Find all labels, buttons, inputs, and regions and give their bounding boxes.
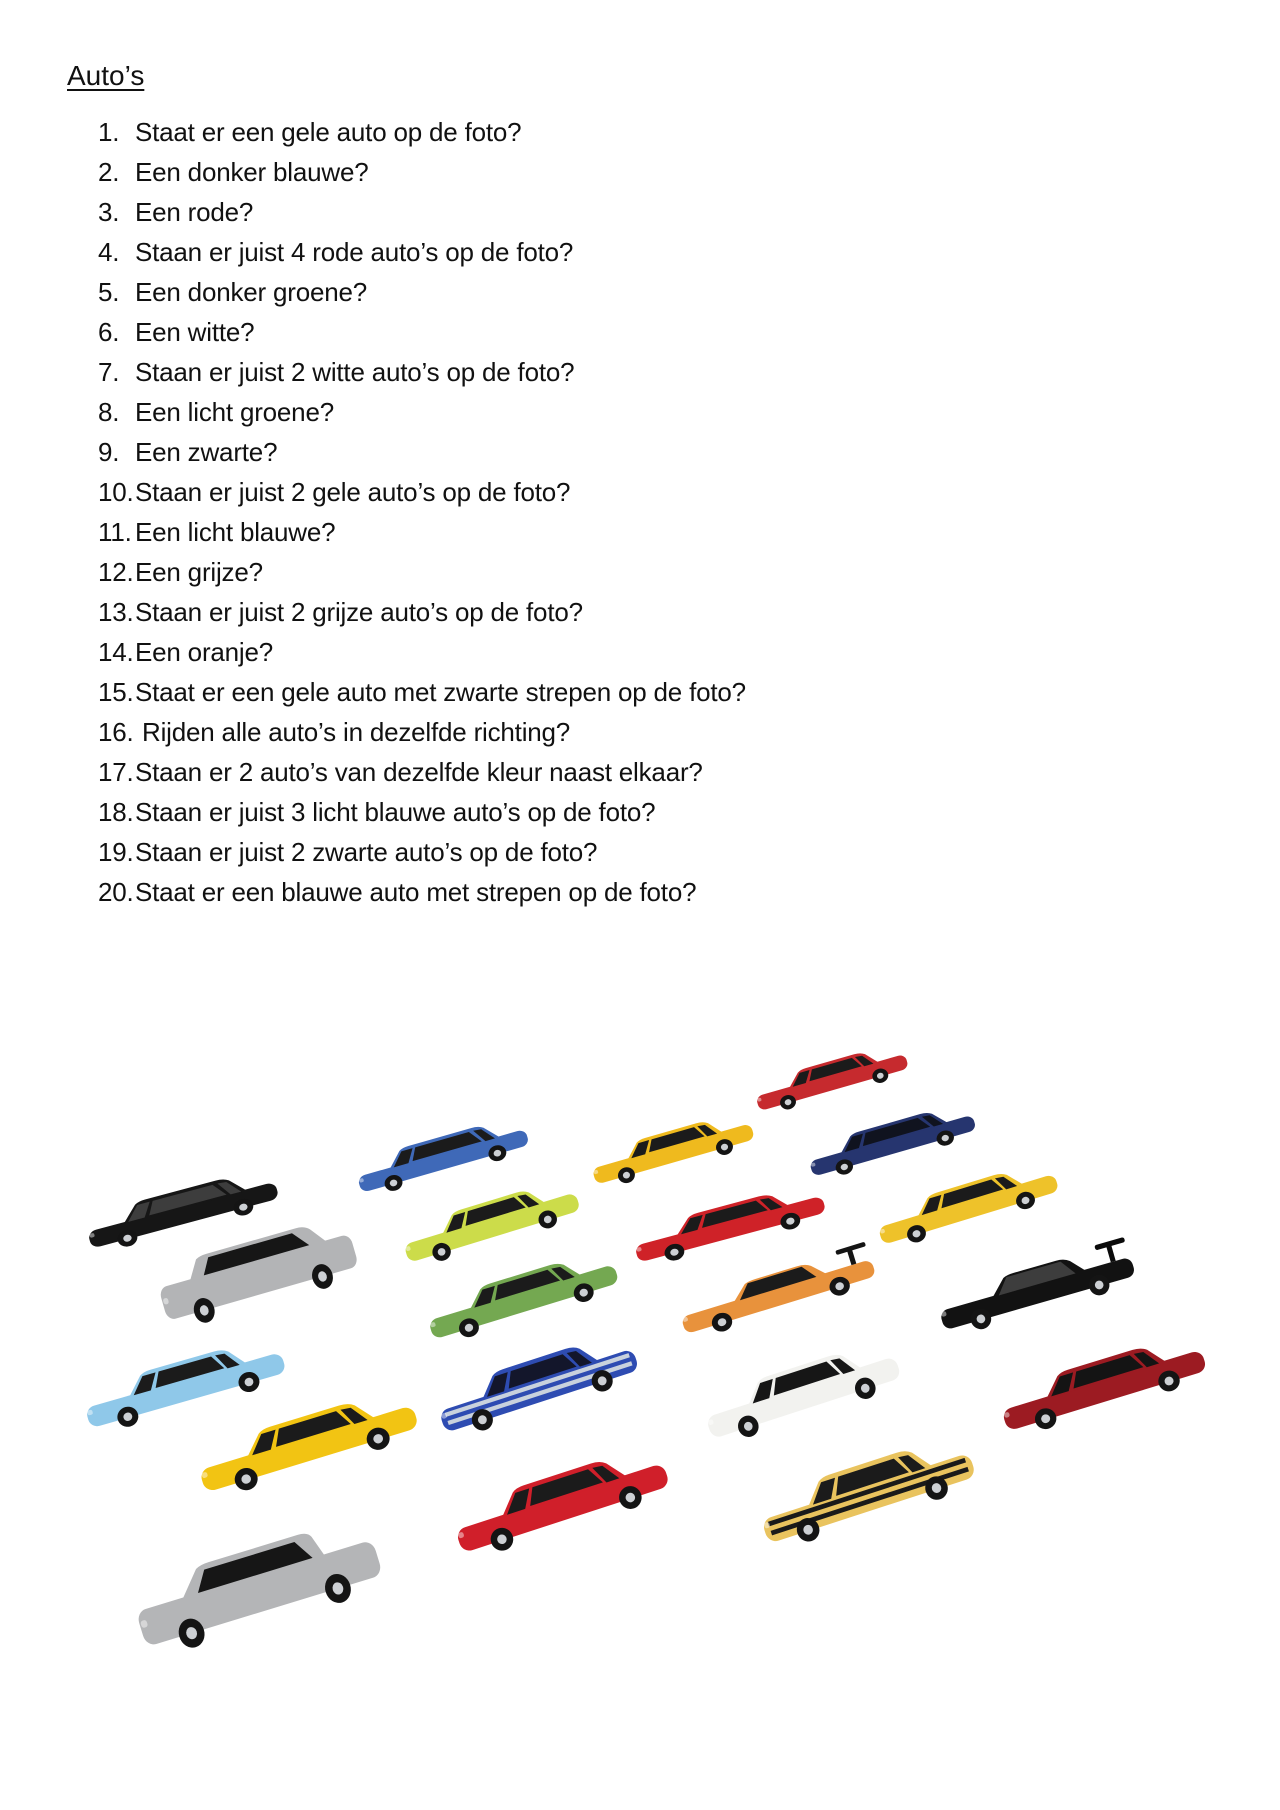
question-number: 17.: [98, 757, 134, 787]
yellow-sports-car: [584, 1104, 760, 1193]
question-text: Staan er juist 3 licht blauwe auto’s op de foto?: [135, 797, 656, 827]
question-number: 4.: [98, 237, 120, 267]
question-number: 19.: [98, 837, 134, 867]
question-text: Rijden alle auto’s in dezelfde richting?: [135, 717, 571, 747]
question-item: [98, 592, 746, 632]
question-number: 18.: [98, 797, 134, 827]
question-text: Staat er een blauwe auto met strepen op de foto?: [135, 877, 697, 907]
question-text: Staan er juist 2 gele auto’s op de foto?: [135, 477, 571, 507]
question-text: Staat er een gele auto met zwarte strepen op de foto?: [135, 677, 746, 707]
question-number: 11.: [98, 517, 132, 547]
dark-blue-coupe: [801, 1097, 981, 1186]
question-list: [98, 112, 746, 912]
question-item: [98, 712, 746, 752]
black-race-car: [928, 1230, 1141, 1342]
toy-cars-photo: [60, 1030, 1230, 1710]
white-car: [694, 1331, 908, 1451]
question-number: 15.: [98, 677, 134, 707]
question-item: [98, 352, 746, 392]
page-title: Auto’s: [67, 60, 145, 91]
yellow-lamborghini: [869, 1153, 1065, 1254]
question-text: Een donker blauwe?: [135, 157, 369, 187]
question-text: Een zwarte?: [135, 437, 278, 467]
question-item: [98, 512, 746, 552]
question-number: 3.: [98, 197, 120, 227]
question-number: 9.: [98, 437, 120, 467]
question-text: Een licht blauwe?: [135, 517, 336, 547]
red-sports-car-top: [749, 1037, 914, 1120]
question-text: Een rode?: [135, 197, 254, 227]
question-number: 8.: [98, 397, 120, 427]
question-item: [98, 392, 746, 432]
question-number: 5.: [98, 277, 120, 307]
question-number: 7.: [98, 357, 120, 387]
question-item: [98, 832, 746, 872]
question-text: Staan er 2 auto’s van dezelfde kleur naast elkaar?: [135, 757, 703, 787]
question-text: Staan er juist 2 witte auto’s op de foto?: [135, 357, 575, 387]
blue-sedan: [349, 1110, 534, 1202]
question-item: [98, 752, 746, 792]
question-item: [98, 632, 746, 672]
question-item: [98, 272, 746, 312]
question-item: [98, 192, 746, 232]
question-number: 14.: [98, 637, 134, 667]
question-number: 20.: [98, 877, 134, 907]
question-item: [98, 552, 746, 592]
question-number: 1.: [98, 117, 120, 147]
question-number: 6.: [98, 317, 120, 347]
question-item: [98, 472, 746, 512]
question-item: [98, 872, 746, 912]
question-number: 12.: [98, 557, 134, 587]
question-item: [98, 432, 746, 472]
question-number: 2.: [98, 157, 120, 187]
gold-camaro-striped: [749, 1425, 983, 1557]
question-text: Een licht groene?: [135, 397, 334, 427]
question-number: 13.: [98, 597, 134, 627]
question-text: Een grijze?: [135, 557, 263, 587]
question-text: Staan er juist 4 rode auto’s op de foto?: [135, 237, 574, 267]
question-text: Een witte?: [135, 317, 255, 347]
question-item: [98, 152, 746, 192]
question-text: Staat er een gele auto op de foto?: [135, 117, 522, 147]
question-item: [98, 312, 746, 352]
question-item: [98, 232, 746, 272]
question-item: [98, 112, 746, 152]
question-number: 16.: [98, 717, 134, 747]
question-text: Een oranje?: [135, 637, 274, 667]
question-number: 10.: [98, 477, 134, 507]
dark-red-car: [991, 1325, 1214, 1443]
question-item: [98, 672, 746, 712]
red-sports-car-bottom: [443, 1436, 677, 1566]
question-item: [98, 792, 746, 832]
silver-hatchback: [123, 1511, 391, 1664]
question-text: Staan er juist 2 zwarte auto’s op de foto?: [135, 837, 598, 867]
question-text: Staan er juist 2 grijze auto’s op de foto?: [135, 597, 583, 627]
question-text: Een donker groene?: [135, 277, 368, 307]
